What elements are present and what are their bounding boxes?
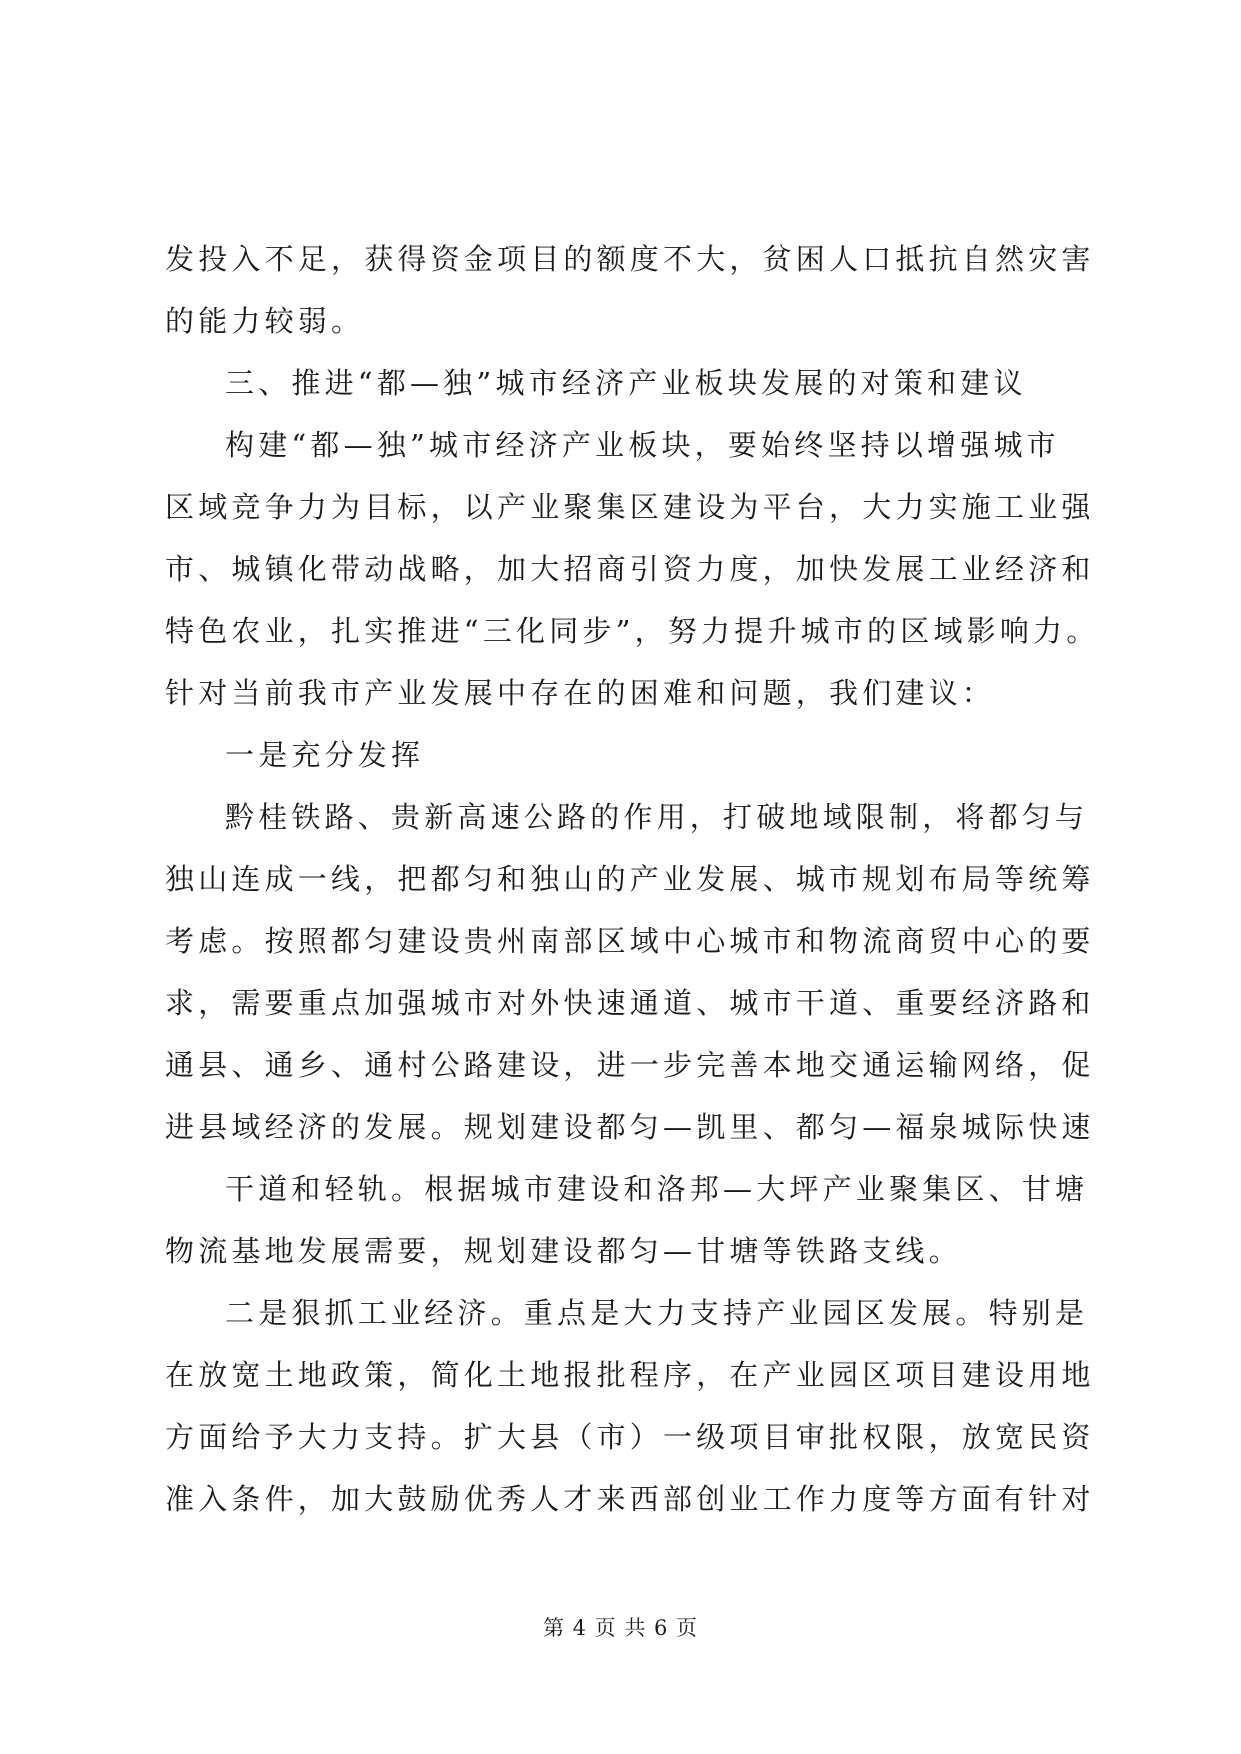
- text-line: 方面给予大力支持。扩大县（市）一级项目审批权限，放宽民资: [165, 1420, 1095, 1454]
- text-line: 黔桂铁路、贵新高速公路的作用，打破地域限制，将都匀与: [225, 800, 1089, 834]
- document-body: [165, 228, 1100, 1530]
- text-line: 通县、通乡、通村公路建设，进一步完善本地交通运输网络，促: [165, 1048, 1095, 1082]
- text-line: 进县域经济的发展。规划建设都匀—凯里、都匀—福泉城际快速: [165, 1110, 1095, 1144]
- text-line: 发投入不足，获得资金项目的额度不大，贫困人口抵抗自然灾害: [165, 242, 1095, 276]
- text-line: 干道和轻轨。根据城市建设和洛邦—大坪产业聚集区、甘塘: [225, 1172, 1089, 1206]
- text-line: 二是狠抓工业经济。重点是大力支持产业园区发展。特别是: [225, 1296, 1089, 1330]
- text-line: 的能力较弱。: [165, 304, 365, 338]
- text-line: 特色农业，扎实推进“三化同步”，努力提升城市的区域影响力。: [165, 614, 1100, 648]
- section-heading: 三、推进“都—独”城市经济产业板块发展的对策和建议: [225, 366, 1027, 400]
- text-line: 准入条件，加大鼓励优秀人才来西部创业工作力度等方面有针对: [165, 1482, 1095, 1516]
- text-line: 针对当前我市产业发展中存在的困难和问题，我们建议：: [165, 676, 996, 710]
- text-line: 构建“都—独”城市经济产业板块，要始终坚持以增强城市: [225, 428, 1060, 462]
- text-line: 区域竞争力为目标，以产业聚集区建设为平台，大力实施工业强: [165, 490, 1095, 524]
- text-line: 物流基地发展需要，规划建设都匀—甘塘等铁路支线。: [165, 1234, 962, 1268]
- text-line: 一是充分发挥: [225, 738, 425, 772]
- page-number-footer: 第 4 页 共 6 页: [542, 1616, 699, 1640]
- text-line: 在放宽土地政策，简化土地报批程序，在产业园区项目建设用地: [165, 1358, 1095, 1392]
- text-line: 市、城镇化带动战略，加大招商引资力度，加快发展工业经济和: [165, 552, 1095, 586]
- text-line: 独山连成一线，把都匀和独山的产业发展、城市规划布局等统筹: [165, 862, 1095, 896]
- text-line: 考虑。按照都匀建设贵州南部区域中心城市和物流商贸中心的要: [165, 924, 1095, 958]
- text-line: 求，需要重点加强城市对外快速通道、城市干道、重要经济路和: [165, 986, 1095, 1020]
